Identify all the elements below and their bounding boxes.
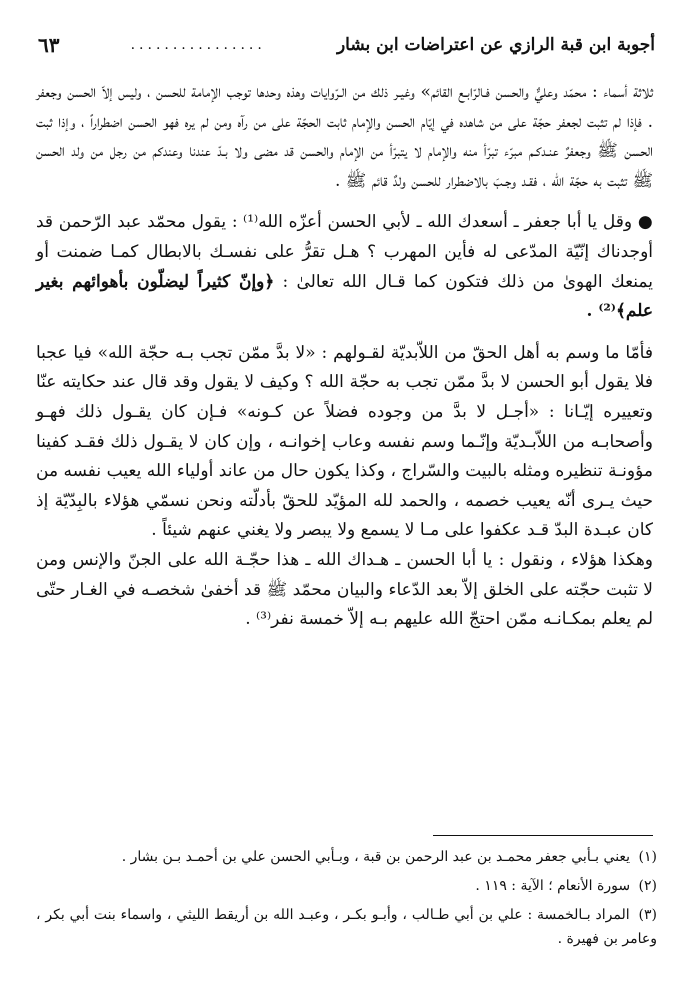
footnote-text: يعني بـأبي جعفر محمـد بن عبد الرحمن بن قبة ، وبـأبي الحسن علي بن أحمـد بـن بشار .: [121, 849, 631, 865]
footnote-text: المراد بـالخمسة : علي بن أبي طـالب ، وأبـو بكـر ، وعبـد الله بن أريقط الليثي ، واسماء بنت أبي بكر ، وعامر بن فهيرة .: [36, 907, 657, 947]
paragraph-text: فأمّا ما وسم به أهل الحقّ من اللاّبديّة لقـولهم : «لا بدَّ ممّن تجب بـه حجّة الله» فيا عجبا فلا يقول أبو الحسن لا بدَّ ممّن تجب به حجّة الله ؟ وكيف لا يقول وقد قال عند حكايته عنّا وتعييره إيّـانا : «أجـل لا بدَّ من وجوده فضلاً عن كـونه» فـإن كان يقـول ذلك فهـو وأصحابـه من اللاّبـديّة وإنّـما وسم نفسه وعاب إخوانـه ، وإن كان لا يقـول ذلك فقـد كفينا مؤونـة تنظيره ومثله بالبيت والسّراج ، وكذا يكون حال من عاند أولياء الله يعيب نفسه من حيث يـرى أنّه يعيب خصمه ، والحمد لله المؤيّد للحقّ بأدلّته ونحن نسمّي هؤلاء بالبِدّيّة إذ كان عبـدة البدّ قـد عكفوا على مـا لا يسمع ولا يبصر ولا يغني عنهم شيئاً .: [36, 342, 653, 541]
paragraph-2: [36, 208, 653, 326]
page-number: ٦٣: [38, 33, 60, 57]
paragraph-text: ● وقل يا أبا جعفر ـ أسعدك الله ـ لأبي الحسن أعزّه الله⁽¹⁾ : يقول محمّد عبد الرّحمن قد أوجدناك إنّيّة المدّعى له فأين المهرب ؟ هـل تقرُّ على نفسـك بالابطال كمـا ضمنت أو يمنعك الهوىٰ من ذلك فتكون كما قـال الله تعالىٰ :: [36, 212, 653, 292]
footnote-mark: (٣): [638, 907, 657, 923]
footnote-mark: (٢): [638, 878, 657, 894]
paragraph-text: ثلاثة أسماء : محمّد وعليٌّ والحسن فـالرّابـع القائم» وغيـر ذلك من الـرّوايات وهذه وحدها توجب الإمامة للحسن ، وليس إلاّ الحسن وجعفر . فإذا لم تثبت لجعفر حجّة على من شاهده في إيّام الحسن والإمام ثابت الحجّة على من رآه ومن لم يره فهو الحسن اضطراراً ، وإذا ثبت الحسن ﷺ وجعفرٌ عنـدكـم مبرّء تبرّأ منه والإمام لا يتبرّأ من الإمام والحسن قد مضى ولا بـدّ عندنا وعندكم من رجل من ولد الحسن ﷺ تثبت به حجّة الله ، فقـد وجـبَ بالاضطرار للحسن ولدٌ قائم ﷺ .: [36, 82, 653, 191]
paragraph-text: وهكذا هؤلاء ، ونقول : يا أبا الحسن ـ هـداك الله ـ هذا حجّـة الله على الجنّ والإنس ومن لا تثبت حجّته على الخلق إلاّ بعد الدّعاء والبيان محمّد ﷺ قد أخفىٰ شخصـه في الغـار حتّى لم يعلم بمكـانـه ممّن احتجّ الله عليهم بـه إلاّ خمسة نفر⁽³⁾ .: [36, 549, 653, 630]
leader-dots: ................: [130, 37, 266, 53]
running-title: أجوبة ابن قبة الرازي عن اعتراضات ابن بشار: [336, 35, 655, 55]
quran-quote: ﴿وإنّ كثيراً ليضلّون بأهوائهم بغير علم﴾⁽²⁾ .: [36, 271, 653, 322]
footnote-mark: (١): [638, 849, 657, 865]
main-text: [36, 78, 653, 647]
running-header: [38, 32, 655, 58]
footnote-separator: [433, 835, 653, 836]
footnotes: [36, 845, 657, 956]
footnote-1: [36, 845, 657, 869]
footnote-3: [36, 903, 657, 951]
paragraph-3: [36, 339, 653, 546]
footnote-text: سورة الأنعام ؛ الآية : ١١٩ .: [475, 878, 631, 894]
paragraph-4: [36, 546, 653, 635]
paragraph-1: [36, 78, 653, 196]
footnote-2: [36, 874, 657, 898]
